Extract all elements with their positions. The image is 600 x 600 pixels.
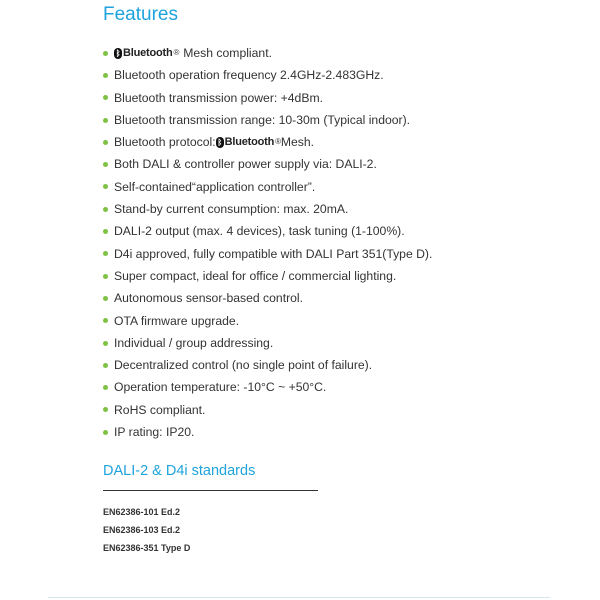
feature-text: D4i approved, fully compatible with DALI Part 351(Type D). bbox=[114, 246, 433, 261]
bluetooth-icon: ᛒ bbox=[217, 137, 222, 147]
bluetooth-icon: ᛒ bbox=[115, 48, 121, 58]
bullet-icon bbox=[103, 363, 108, 368]
feature-item bbox=[103, 376, 432, 398]
feature-text: Bluetooth transmission range: 10-30m (Typical indoor). bbox=[114, 112, 411, 127]
bullet-icon bbox=[103, 184, 108, 189]
standard-item: EN62386-101 Ed.2 bbox=[103, 507, 181, 517]
feature-text: Autonomous sensor-based control. bbox=[114, 291, 304, 306]
feature-item bbox=[103, 421, 432, 443]
feature-item bbox=[103, 176, 432, 198]
bullet-icon bbox=[103, 341, 108, 346]
feature-item bbox=[103, 131, 432, 153]
feature-text: Mesh compliant. bbox=[183, 46, 272, 60]
bullet-icon bbox=[103, 430, 108, 435]
feature-text: Super compact, ideal for office / commercial lighting. bbox=[114, 268, 397, 283]
bullet-icon bbox=[103, 73, 108, 78]
feature-text: Individual / group addressing. bbox=[114, 335, 274, 350]
bullet-icon bbox=[103, 318, 108, 323]
features-heading: Features bbox=[103, 4, 178, 25]
standards-divider bbox=[103, 490, 318, 491]
feature-text: RoHS compliant. bbox=[114, 402, 206, 417]
feature-item bbox=[103, 220, 432, 242]
bullet-icon bbox=[103, 140, 108, 145]
feature-item bbox=[103, 198, 432, 220]
feature-text: DALI-2 output (max. 4 devices), task tuning (1-100%). bbox=[114, 224, 405, 239]
feature-text: IP rating: IP20. bbox=[114, 425, 195, 440]
feature-item bbox=[103, 64, 432, 86]
bullet-icon bbox=[103, 51, 108, 56]
bullet-icon bbox=[103, 229, 108, 234]
feature-text: Operation temperature: -10°C ~ +50°C. bbox=[114, 380, 327, 395]
bullet-icon bbox=[103, 407, 108, 412]
bullet-icon bbox=[103, 118, 108, 123]
feature-item bbox=[103, 265, 432, 287]
feature-text: Decentralized control (no single point of failure). bbox=[114, 358, 373, 373]
feature-item bbox=[103, 87, 432, 109]
feature-item bbox=[103, 332, 432, 354]
bullet-icon bbox=[103, 207, 108, 212]
standard-item: EN62386-351 Type D bbox=[103, 543, 191, 553]
bullet-icon bbox=[103, 296, 108, 301]
feature-item bbox=[103, 42, 432, 64]
standards-list bbox=[103, 503, 190, 557]
feature-text: OTA firmware upgrade. bbox=[114, 313, 240, 328]
features-list bbox=[103, 42, 432, 443]
page-bottom-divider bbox=[48, 597, 550, 598]
feature-item bbox=[103, 354, 432, 376]
bullet-icon bbox=[103, 95, 108, 100]
bluetooth-logo: ᛒ Bluetooth ® bbox=[115, 47, 180, 59]
feature-item bbox=[103, 310, 432, 332]
bullet-icon bbox=[103, 385, 108, 390]
feature-text: Bluetooth transmission power: +4dBm. bbox=[114, 90, 323, 105]
feature-item bbox=[103, 243, 432, 265]
feature-text: Bluetooth protocol: bbox=[114, 135, 216, 150]
standards-heading: DALI-2 & D4i standards bbox=[103, 463, 256, 479]
feature-text: Stand-by current consumption: max. 20mA. bbox=[114, 202, 349, 217]
feature-item bbox=[103, 287, 432, 309]
feature-text: Bluetooth operation frequency 2.4GHz-2.483GHz. bbox=[114, 68, 384, 83]
bullet-icon bbox=[103, 162, 108, 167]
feature-item bbox=[103, 399, 432, 421]
feature-item bbox=[103, 153, 432, 175]
feature-item bbox=[103, 109, 432, 131]
feature-text: Mesh. bbox=[280, 135, 315, 150]
feature-text: Self-contained“application controller”. bbox=[114, 179, 316, 194]
feature-text: Both DALI & controller power supply via: DALI-2. bbox=[114, 157, 377, 172]
standard-item: EN62386-103 Ed.2 bbox=[103, 525, 181, 535]
bluetooth-logo: ᛒ Bluetooth ® bbox=[217, 136, 281, 149]
bullet-icon bbox=[103, 274, 108, 279]
bullet-icon bbox=[103, 251, 108, 256]
